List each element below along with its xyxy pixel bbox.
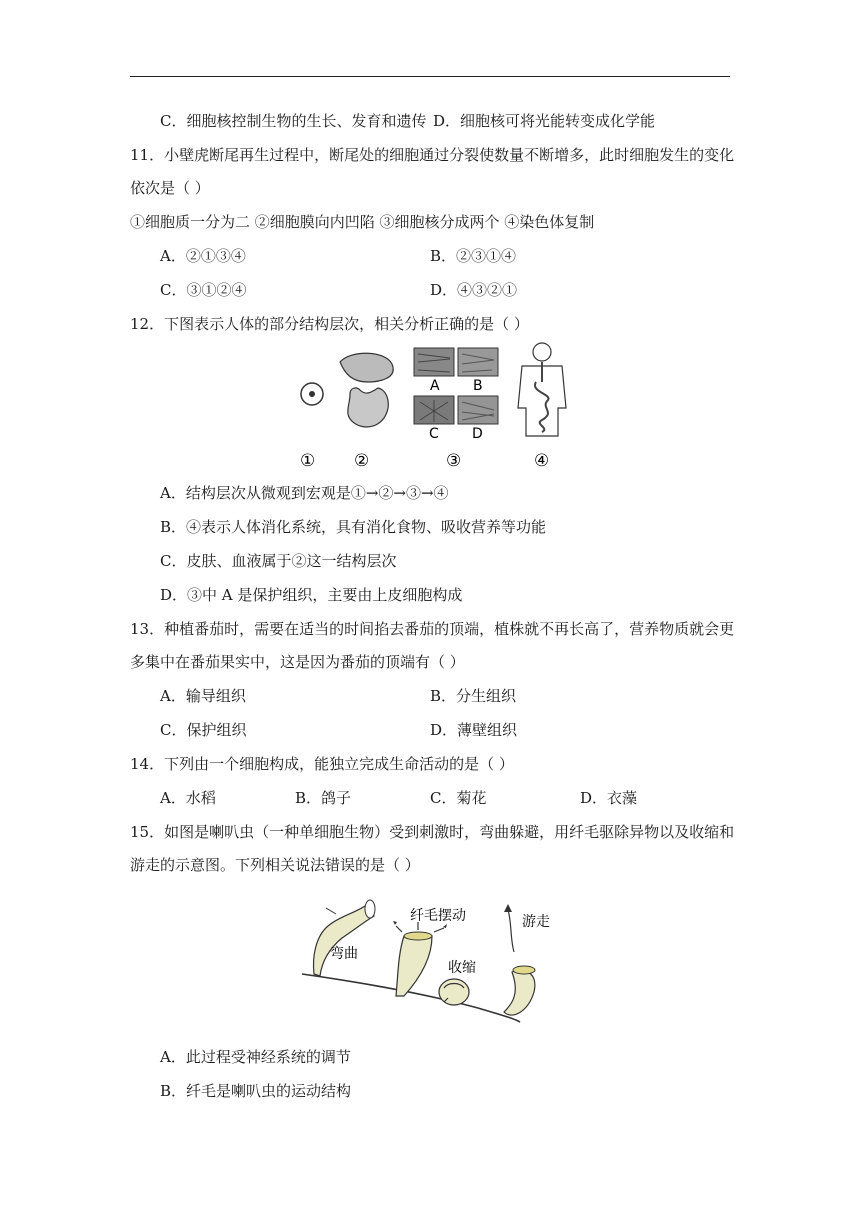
q13-option-a[interactable]: A．输导组织 (160, 687, 246, 705)
q14-option-d[interactable]: D．衣藻 (580, 789, 638, 807)
option-prev-c: C．细胞核控制生物的生长、发育和遗传 (160, 112, 427, 130)
q15-stem-line2: 游走的示意图。下列相关说法错误的是（ ） (130, 856, 420, 874)
fig-label-3: ③ (446, 451, 462, 471)
q12-stem: 12．下图表示人体的部分结构层次，相关分析正确的是（ ） (130, 315, 529, 333)
q14-option-c[interactable]: C．菊花 (430, 789, 487, 807)
q12-option-b[interactable]: B．④表示人体消化系统，具有消化食物、吸收营养等功能 (160, 518, 547, 536)
q11-option-b[interactable]: B．②③①④ (430, 247, 517, 265)
q15-option-b[interactable]: B．纤毛是喇叭虫的运动结构 (160, 1082, 352, 1100)
fig-label-4: ④ (534, 451, 550, 471)
label-bend: 弯曲 (330, 946, 358, 962)
q12-option-a[interactable]: A．结构层次从微观到宏观是①→②→③→④ (160, 484, 449, 502)
option-prev-d: D．细胞核可将光能转变成化学能 (433, 112, 656, 130)
fig-label-2: ② (354, 451, 370, 471)
cell-icon (301, 383, 323, 405)
q13-option-d[interactable]: D．薄壁组织 (430, 721, 518, 739)
q12-option-d[interactable]: D．③中 A 是保护组织，主要由上皮细胞构成 (160, 586, 463, 604)
q13-option-c[interactable]: C．保护组织 (160, 721, 247, 739)
label-swim: 游走 (522, 914, 550, 930)
q11-stem-line2: 依次是（ ） (130, 179, 210, 197)
q11-option-d[interactable]: D．④③②① (430, 281, 518, 299)
q13-stem-line2: 多集中在番茄果实中，这是因为番茄的顶端有（ ） (130, 653, 465, 671)
tissue-label-b: B (473, 378, 483, 394)
q13-option-b[interactable]: B．分生组织 (430, 687, 517, 705)
header-rule (130, 76, 730, 77)
tissue-icon (414, 348, 498, 442)
trumpet-cilia-icon (393, 921, 447, 996)
label-cilia: 纤毛摆动 (410, 908, 466, 924)
body-system-icon (518, 343, 566, 436)
q11-stem-line1: 11．小壁虎断尾再生过程中，断尾处的细胞通过分裂使数量不断增多，此时细胞发生的变化 (130, 146, 735, 164)
tissue-label-c: C (429, 426, 439, 442)
label-contract: 收缩 (448, 960, 476, 976)
q15-stem-line1: 15．如图是喇叭虫（一种单细胞生物）受到刺激时，弯曲躲避，用纤毛驱除异物以及收缩和 (130, 823, 735, 841)
trumpet-contract-icon (439, 979, 469, 1005)
fig-label-1: ① (300, 451, 316, 471)
q14-option-b[interactable]: B．鸽子 (295, 789, 352, 807)
q12-option-c[interactable]: C．皮肤、血液属于②这一结构层次 (160, 552, 397, 570)
tissue-label-d: D (472, 426, 483, 442)
q15-figure (298, 896, 568, 1036)
q14-option-a[interactable]: A．水稻 (160, 789, 216, 807)
trumpet-bend-icon (314, 900, 375, 976)
q13-stem-line1: 13．种植番茄时，需要在适当的时间掐去番茄的顶端，植株就不再长高了，营养物质就会更 (130, 620, 735, 638)
q14-stem: 14．下列由一个细胞构成，能独立完成生命活动的是（ ） (130, 755, 514, 773)
q11-steps: ①细胞质一分为二 ②细胞膜向内凹陷 ③细胞核分成两个 ④染色体复制 (130, 213, 595, 231)
q15-option-a[interactable]: A．此过程受神经系统的调节 (160, 1048, 351, 1066)
tissue-label-a: A (430, 378, 440, 394)
q12-figure (290, 342, 570, 472)
organ-icon (340, 353, 393, 427)
q11-option-c[interactable]: C．③①②④ (160, 281, 247, 299)
q11-option-a[interactable]: A．②①③④ (160, 247, 246, 265)
